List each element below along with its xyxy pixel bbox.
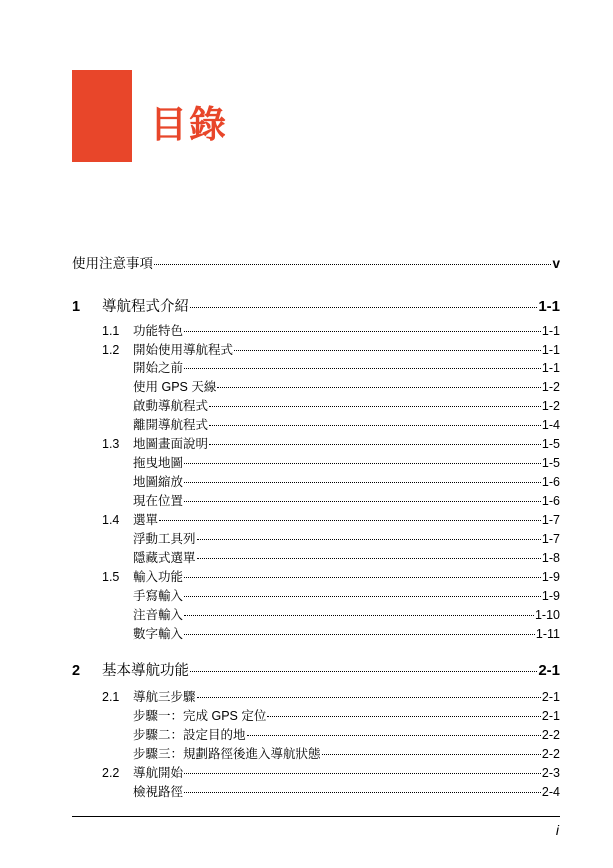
toc-entry-number: 1.1 [102,324,120,338]
toc-entry-page: 2-2 [541,747,560,761]
toc-entry-page: 1-1 [538,298,560,315]
toc-entry[interactable] [133,586,560,604]
toc-entry-page: 1-7 [541,532,560,546]
toc-entry-page: 1-1 [541,343,560,357]
toc-entry-title: 使用 GPS 天線 [133,380,217,394]
toc-entry-title: 導航三步驟 [133,690,196,704]
toc-dot-leader [209,425,541,426]
toc-dot-leader [184,577,541,578]
toc-entry[interactable] [102,510,560,528]
toc-dot-leader [184,331,541,332]
toc-dot-leader [184,792,541,793]
toc-entry-page: 2-2 [541,728,560,742]
toc-entry-title: 基本導航功能 [102,663,189,679]
toc-entry-page: 1-1 [541,324,560,338]
toc-entry[interactable] [102,567,560,585]
toc-dot-leader [209,444,541,445]
footer-divider [72,816,560,817]
toc-entry-title: 功能特色 [133,324,184,338]
toc-entry-title: 選單 [133,513,159,527]
toc-entry-title: 導航程式介紹 [102,299,189,315]
toc-entry[interactable] [72,295,560,316]
toc-entry-title: 檢視路徑 [133,785,184,799]
toc-dot-leader [184,501,541,502]
toc-entry[interactable] [133,782,560,800]
toc-entry-title: 現在位置 [133,494,184,508]
toc-dot-leader [184,773,541,774]
toc-entry-page: 1-6 [541,494,560,508]
toc-entry-page: 1-5 [541,456,560,470]
toc-entry-title: 浮動工具列 [133,532,196,546]
toc-entry[interactable] [133,415,560,433]
toc-entry-page: 1-6 [541,475,560,489]
toc-entry[interactable] [102,763,560,781]
toc-entry-page: 1-5 [541,437,560,451]
toc-entry-title: 開始之前 [133,361,184,375]
toc-entry[interactable] [102,321,560,339]
toc-entry-title: 隱藏式選單 [133,551,196,565]
toc-entry[interactable] [133,624,560,642]
toc-entry-title: 地圖縮放 [133,475,184,489]
toc-dot-leader [159,520,541,521]
toc-entry[interactable] [133,491,560,509]
toc-entry-page: 1-9 [541,589,560,603]
toc-entry-page: 2-4 [541,785,560,799]
toc-entry[interactable] [133,396,560,414]
toc-entry-title: 手寫輸入 [133,589,184,603]
toc-dot-leader [184,482,541,483]
toc-entry-title: 啟動導航程式 [133,399,209,413]
toc-entry-page: 1-2 [541,380,560,394]
toc-entry-title: 注音輸入 [133,608,184,622]
toc-entry-page: 2-1 [541,690,560,704]
toc-dot-leader [184,368,541,369]
toc-entry-page: 1-4 [541,418,560,432]
toc-entry-title: 數字輸入 [133,627,184,641]
toc-entry-page: 1-7 [541,513,560,527]
toc-dot-leader [184,634,535,635]
toc-dot-leader [184,615,534,616]
toc-entry-number: 1 [72,299,81,315]
toc-entry[interactable] [133,725,560,743]
toc-entry-page: 1-10 [534,608,560,622]
toc-dot-leader [267,716,541,717]
toc-entry-number: 1.3 [102,437,120,451]
toc-dot-leader [197,539,541,540]
toc-entry-page: 1-8 [541,551,560,565]
toc-entry[interactable] [102,340,560,358]
toc-entry[interactable] [102,434,560,452]
toc-entry-page: 2-1 [538,662,560,679]
toc-entry-title: 步驟一：完成 GPS 定位 [133,709,267,723]
toc-dot-leader [322,754,541,755]
toc-entry-page: 1-11 [535,627,560,641]
toc-entry-title: 導航開始 [133,766,184,780]
toc-entry-title: 步驟二：設定目的地 [133,728,246,742]
toc-entry[interactable] [102,687,560,705]
toc-entry-page: 1-1 [541,361,560,375]
toc-dot-leader [184,463,541,464]
toc-entry-page: 2-1 [541,709,560,723]
toc-entry[interactable] [72,252,560,272]
page-title: 目錄 [150,104,228,145]
toc-entry-number: 1.4 [102,513,120,527]
toc-entry[interactable] [133,472,560,490]
toc-entry-title: 地圖畫面說明 [133,437,209,451]
toc-dot-leader [154,264,551,265]
toc-entry[interactable] [133,453,560,471]
toc-entry-number: 1.5 [102,570,120,584]
toc-dot-leader [209,406,541,407]
toc-entry[interactable] [133,744,560,762]
toc-entry[interactable] [133,377,560,395]
toc-entry-title: 輸入功能 [133,570,184,584]
toc-dot-leader [234,350,541,351]
toc-entry[interactable] [133,358,560,376]
toc-entry-page: v [552,256,560,271]
toc-entry[interactable] [133,605,560,623]
toc-entry-number: 2.2 [102,766,120,780]
toc-dot-leader [217,387,541,388]
toc-dot-leader [184,596,541,597]
toc-entry[interactable] [133,529,560,547]
toc-entry-title: 離開導航程式 [133,418,209,432]
toc-entry-title: 拖曳地圖 [133,456,184,470]
toc-entry-number: 2 [72,663,81,679]
toc-entry[interactable] [72,659,560,680]
toc-dot-leader [190,671,537,672]
toc-entry-page: 1-9 [541,570,560,584]
toc-entry-title: 開始使用導航程式 [133,343,234,357]
toc-entry-number: 1.2 [102,343,120,357]
toc-entry-title: 使用注意事項 [72,256,153,271]
toc-dot-leader [247,735,541,736]
toc-dot-leader [197,558,541,559]
toc-entry-number: 2.1 [102,690,120,704]
toc-entry-page: 2-3 [541,766,560,780]
toc-dot-leader [190,307,537,308]
footer-page-number: i [555,822,559,838]
toc-entry-page: 1-2 [541,399,560,413]
toc-entry[interactable] [133,706,560,724]
toc-dot-leader [197,697,541,698]
toc-entry-title: 步驟三：規劃路徑後進入導航狀態 [133,747,321,761]
toc-entry[interactable] [133,548,560,566]
